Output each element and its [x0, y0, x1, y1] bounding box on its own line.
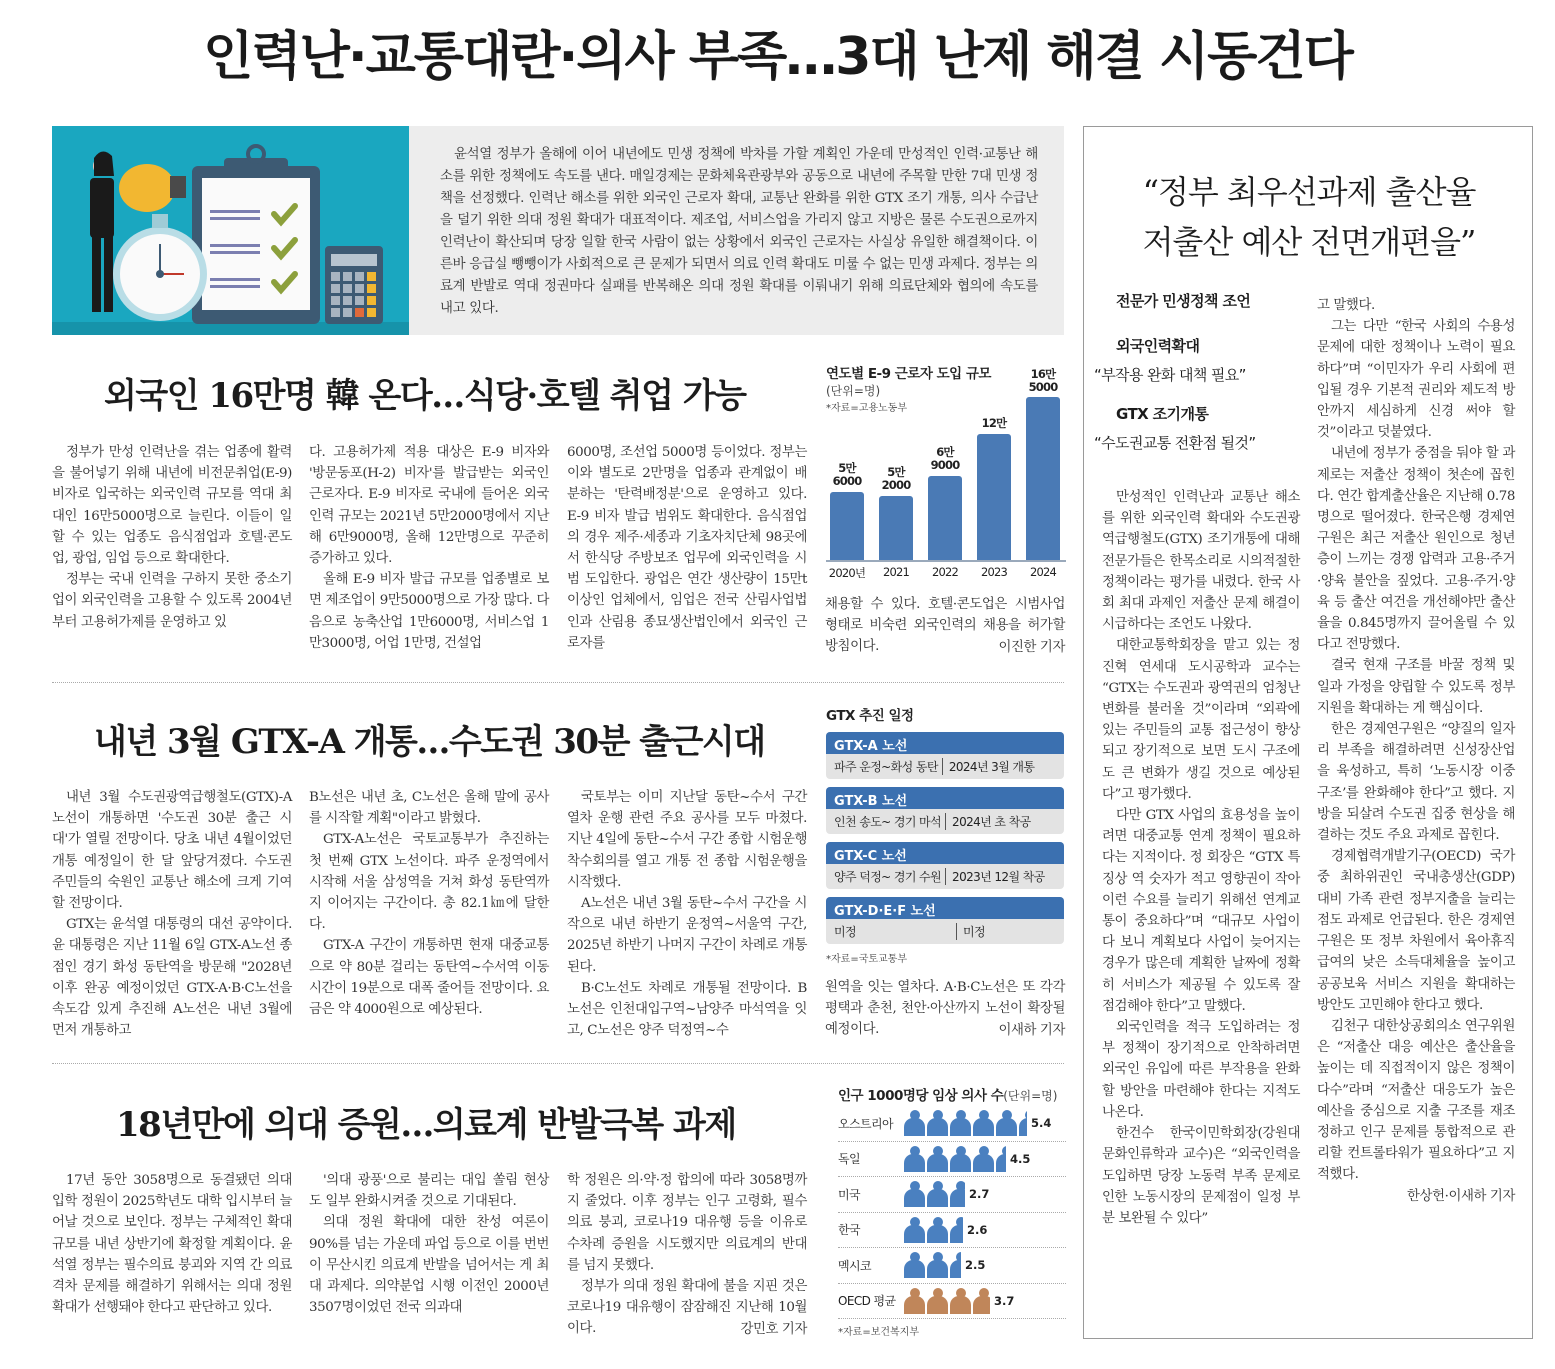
article1-col4 [825, 594, 1065, 658]
article2-col1 [52, 787, 292, 1041]
person-icon-partial [950, 1181, 965, 1207]
lead-illustration [52, 126, 409, 335]
chart-row-korea [838, 1213, 1066, 1249]
paragraph: 내년에 정부가 중점을 둬야 할 과제로는 저출산 정책이 첫손에 꼽힌다. 연간 합계출산율은 지난해 0.78명으로 떨어졌다. 한국은행 경제연구원은 최근 저출산 원인으로 청년층이 느끼는 경쟁 압력과 고용·주거·양육 불안을 짚었다. 고용·주거·양육 등 출산 여건을 개선해야만 출산율을 0.845명까지 끌어올릴 수 있다고 전망했다. [1317, 446, 1515, 653]
person-icon [904, 1217, 925, 1243]
paragraph: 학 정원은 의·약·정 합의에 따라 3058명까지 줄었다. 이후 정부는 인구 고령화, 필수의료 붕괴, 코로나19 대유행 등을 이유로 수차례 증원을 시도했지만 의료계의 반대를 넘지 못했다. [567, 1173, 807, 1273]
person-icon [950, 1288, 971, 1314]
person-icon-group [904, 1110, 1027, 1136]
chart-source: *자료=고용노동부 [826, 403, 907, 414]
person-icon-group [904, 1252, 961, 1278]
country-label: 오스트리아 [838, 1116, 893, 1131]
gtx-schedule-table [826, 704, 1064, 965]
paragraph: 정부가 만성 인력난을 겪는 업종에 활력을 불어넣기 위해 내년에 비전문취업(E-9) 비자로 입국하는 외국인력 규모를 역대 최대인 16만5000명으로 늘린다. 이들이 일할 수 있는 업종도 음식점업과 호텔·콘도업, 광업, 임업 등으로 확대한다. [52, 445, 292, 567]
person-icon [927, 1146, 948, 1172]
person-icon [927, 1217, 948, 1243]
person-icon-group [904, 1217, 963, 1243]
value-label: 2.5 [965, 1258, 986, 1273]
paragraph: '의대 광풍'으로 불리는 대입 쏠림 현상도 일부 완화시켜줄 것으로 기대된다. [309, 1173, 549, 1210]
chart-source: *자료=보건복지부 [838, 1327, 919, 1338]
bar-value-label: 16만 5000 [1028, 367, 1058, 394]
gtx-route: 미정 [834, 925, 856, 939]
person-icon-group [904, 1181, 965, 1207]
bar-2021 [879, 496, 913, 560]
paragraph: 채용할 수 있다. 호텔·콘도업은 시범사업 형태로 비숙련 외국인력의 채용을 허가할 방침이다. [825, 597, 1065, 655]
sidebar-col1 [1102, 487, 1300, 1229]
paragraph: 결국 현재 구조를 바꿀 정책 및 일과 가정을 양립할 수 있도록 정부 지원을 확대하는 게 핵심이다. [1317, 658, 1515, 716]
chart-title: 인구 1000명당 임상 의사 수 [838, 1088, 1004, 1104]
country-label: 멕시코 [838, 1258, 871, 1273]
paragraph: 고 말했다. [1317, 298, 1375, 313]
sidebar-box-heading: 전문가 민생정책 조언 [1116, 292, 1251, 310]
bar-value-label: 5만 6000 [832, 461, 862, 488]
sidebar-item-quote: “부작용 완화 대책 필요” [1094, 366, 1246, 384]
person-icon [927, 1181, 948, 1207]
person-icon-partial [996, 1146, 1006, 1172]
bar-value-label: 12만 [981, 416, 1007, 430]
article1-title: 외국인 16만명 韓 온다…식당·호텔 취업 가능 [104, 376, 746, 416]
article3-title: 18년만에 의대 증원…의료계 반발극복 과제 [116, 1105, 736, 1145]
country-label: 한국 [838, 1223, 860, 1238]
sidebar-item-heading: GTX 조기개통 [1116, 405, 1209, 423]
article1-col2 [309, 442, 549, 654]
chart-row-usa [838, 1177, 1066, 1213]
paragraph: 6000명, 조선업 5000명 등이었다. 정부는 이와 별도로 2만명을 업종과 관계없이 배분하는 '탄력배정분'으로 운영하고 있다. E-9 비자 발급 범위도 확대한다. 음식점업의 경우 제주·세종과 기초자치단체 98곳에서 한식당 주방보조 업무에 외국인력을 시범 도입한다. 광업은 연간 생산량이 15만t 이상인 업체에서, 임업은 전국 산림사업법인과 산림용 종묘생산법인에서 외국인 근로자를 [567, 445, 807, 651]
paragraph: 올해 E-9 비자 발급 규모를 업종별로 보면 제조업이 9만5000명으로 가장 많다. 다음으로 농축산업 1만6000명, 서비스업 1만3000명, 어업 1만명, 건설업 [309, 572, 549, 651]
lead-paragraph: 윤석열 정부가 올해에 이어 내년에도 민생 정책에 박차를 가할 계획인 가운데 만성적인 인력·교통난 해소를 위한 정책에도 속도를 낸다. 매일경제는 문화체육관광부와 공동으로 내년에 주목할 만한 7대 민생 정책을 선정했다. 인력난 해소를 위한 외국인 근로자 확대, 교통난 완화를 위한 GTX 조기 개통, 의사 수급난을 덜기 위한 의대 정원 확대가 대표적이다. 제조업, 서비스업을 가리지 않고 지방은 물론 수도권으로까지 인력난이 확산되며 당장 일할 한국 사람이 없는 상황에서 외국인 근로자는 사실상 유일한 해결책이다. 이른바 응급실 뺑뺑이가 사회적으로 큰 문제가 되면서 의료 인력 확대도 미룰 수 없는 민생 과제다. 정부는 의료계 반발로 역대 정권마다 실패를 반복해온 의대 정원 확대를 이뤄내기 위해 의료단체와 협의에 속도를 내고 있다. [440, 147, 1038, 316]
person-icon [904, 1181, 925, 1207]
paragraph: B노선은 내년 초, C노선은 올해 말에 공사를 시작할 계획"이라고 밝혔다. [309, 790, 549, 827]
x-tick-label: 2022 [931, 565, 959, 579]
value-label: 5.4 [1031, 1116, 1052, 1131]
person-icon [927, 1252, 948, 1278]
person-icon [904, 1288, 925, 1314]
bar-2023 [977, 434, 1011, 560]
paragraph: 정부는 국내 인력을 구하지 못한 중소기업이 외국인력을 고용할 수 있도록 2004년부터 고용허가제를 운영하고 있 [52, 572, 292, 630]
paragraph: 한은 경제연구원은 “양질의 일자리 부족을 해결하려면 신성장산업을 육성하고, 특히 ‘노동시장 이중구조’를 완화해야 한다”고 했다. 지방을 되살려 수도권 집중 현상을 해결하는 것도 주요 과제로 꼽힌다. [1317, 722, 1515, 844]
chart-row-oecd-average [838, 1284, 1066, 1320]
value-label: 2.6 [967, 1222, 988, 1237]
x-tick-label: 2020년 [828, 566, 866, 580]
chart-unit: (단위=명) [826, 384, 881, 398]
article2-col4 [825, 977, 1065, 1041]
value-label: 2.7 [969, 1187, 990, 1202]
person-icon [973, 1146, 994, 1172]
article3-byline: 강민호 기자 [740, 1321, 807, 1337]
person-icon [904, 1252, 925, 1278]
chart-row-mexico [838, 1248, 1066, 1284]
sidebar-col2 [1317, 295, 1515, 1207]
paragraph: 만성적인 인력난과 교통난 해소를 위한 외국인력 확대와 수도권광역급행철도(GTX) 조기개통에 대해 전문가들은 한목소리로 시의적절한 정책이라는 평가를 내렸다. 한국 사회 최대 과제인 저출산 문제 해결이 시급하다는 조언도 나왔다. [1102, 490, 1300, 633]
person-icon [927, 1110, 948, 1136]
bar-2020 [830, 492, 864, 560]
gtx-row [826, 787, 1064, 834]
person-icon-group [904, 1288, 990, 1314]
x-tick-label: 2024 [1029, 565, 1057, 579]
section-divider [52, 682, 1064, 683]
gtx-line-name: GTX-C 노선 [826, 842, 1064, 864]
person-icon [927, 1288, 948, 1314]
paragraph: 다. 고용허가제 적용 대상은 E-9 비자와 '방문동포(H-2) 비자'를 발급받는 외국인 근로자다. E-9 비자로 국내에 들어온 외국인력 규모는 2021년 5만2000명에서 지난해 6만9000명, 올해 12만명으로 꾸준히 증가하고 있다. [309, 445, 549, 567]
person-icon [950, 1146, 971, 1172]
paragraph: 내년 3월 수도권광역급행철도(GTX)-A노선이 개통하면 '수도권 30분 출근 시대'가 열릴 전망이다. 당초 내년 4월이었던 개통 예정일이 한 달 앞당겨졌다. 수도권 주민들의 숙원인 교통난 해소에 크게 기여할 전망이다. [52, 790, 292, 912]
bar-value-label: 6만 9000 [930, 445, 960, 472]
gtx-row [826, 897, 1064, 944]
person-icon-group [904, 1146, 1006, 1172]
x-tick-label: 2021 [882, 565, 910, 579]
gtx-row [826, 842, 1064, 889]
person-icon-partial [950, 1252, 961, 1278]
person-icon-partial [1019, 1110, 1027, 1136]
article1-col3 [567, 442, 807, 654]
lead-box [52, 126, 1064, 335]
gtx-route: 인천 송도~ 경기 마석 [834, 815, 942, 829]
paragraph: 한건수 한국이민학회장(강원대 문화인류학과 교수)은 “외국인력을 도입하면 당장 노동력 부족 문제로 인한 노동시장의 문제점이 일정 부분 보완될 수 있다” [1102, 1126, 1300, 1226]
gtx-route: 파주 운정~화성 동탄 [834, 760, 938, 774]
doctors-per-1000-chart [838, 1084, 1066, 1338]
paragraph: B·C노선도 차례로 개통될 전망이다. B노선은 인천대입구역~남양주 마석역을 잇고, C노선은 양주 덕정역~수 [567, 980, 807, 1039]
sidebar-item-quote: “수도권교통 전환점 될것” [1094, 434, 1256, 452]
gtx-line-name: GTX-B 노선 [826, 787, 1064, 809]
article2-title: 내년 3월 GTX-A 개통…수도권 30분 출근시대 [94, 722, 765, 762]
article2-byline: 이새하 기자 [998, 1022, 1065, 1038]
paragraph: 김천구 대한상공회의소 연구위원은 “저출산 대응 예산은 출산율을 높이는 데 직접적이지 않은 정책이 다수”라며 “저출산 대응도가 높은 예산을 중심으로 지출 구조를 재조정하고 인구 문제를 통합적으로 관리할 컨트롤타워가 필요하다”고 지적했다. [1317, 1018, 1515, 1183]
sidebar-summary-box [1094, 290, 1309, 453]
gtx-status: 미정 [956, 923, 985, 940]
person-icon [904, 1110, 925, 1136]
article2-col2 [309, 787, 549, 1020]
person-icon [973, 1110, 994, 1136]
paragraph: GTX-A 구간이 개통하면 현재 대중교통으로 약 80분 걸리는 동탄역~수서역 이동시간이 19분으로 대폭 줄어들 전망이다. 요금은 약 4000원으로 예상된다. [309, 938, 549, 1018]
bar-2024 [1026, 397, 1060, 560]
person-icon [996, 1110, 1017, 1136]
paragraph: 그는 다만 “한국 사회의 수용성 문제에 대한 정책이나 노력이 필요하다”며 “이민자가 우리 사회에 편입될 경우 기본적 권리와 제도적 방안까지 세심하게 신경 써야 할 것”이라고 덧붙였다. [1317, 319, 1515, 441]
paragraph: 17년 동안 3058명으로 동결됐던 의대 입학 정원이 2025학년도 대학 입시부터 늘어날 것으로 보인다. 정부는 구체적인 확대 규모를 내년 상반기에 확정할 계획이다. 윤석열 정부는 필수의료 붕괴와 지역 간 의료 격차 문제를 해결하기 위해서는 의대 정원 확대가 선행돼야 한다고 판단하고 있다. [52, 1173, 292, 1316]
gtx-status: 2024년 초 착공 [945, 813, 1031, 830]
country-label: 독일 [838, 1152, 860, 1167]
person-icon-partial [973, 1288, 990, 1314]
country-label: OECD 평균 [838, 1294, 896, 1309]
gtx-status: 2024년 3월 개통 [942, 758, 1035, 775]
paragraph: 의대 정원 확대에 대한 찬성 여론이 90%를 넘는 가운데 파업 등으로 이를 번번이 무산시킨 의료계 반발을 넘어서는 게 최대 과제다. 의약분업 시행 이전인 2000년 3507명이었던 전국 의과대 [309, 1215, 549, 1316]
paragraph: 외국인력을 적극 도입하려는 정부 정책이 장기적으로 안착하려면 외국인 유입에 따른 부작용을 완화할 방안을 마련해야 한다는 지적도 나온다. [1102, 1020, 1300, 1120]
chart-title: 연도별 E-9 근로자 도입 규모 [826, 366, 991, 382]
person-icon-partial [950, 1217, 963, 1243]
gtx-line-name: GTX-A 노선 [826, 732, 1064, 754]
paragraph: GTX-A노선은 국토교통부가 추진하는 첫 번째 GTX 노선이다. 파주 운정역에서 시작해 서울 삼성역을 거쳐 화성 동탄역까지 이어지는 구간이다. 총 82.1㎞에 달한다. [309, 832, 549, 933]
article1-byline: 이진한 기자 [998, 639, 1065, 655]
value-label: 4.5 [1010, 1151, 1031, 1166]
gtx-line-name: GTX-D·E·F 노선 [826, 897, 1064, 919]
business-illustration-icon [52, 126, 409, 335]
gtx-row [826, 732, 1064, 779]
chart-row-austria [838, 1106, 1066, 1142]
paragraph: 대한교통학회장을 맡고 있는 정진혁 연세대 도시공학과 교수는 “GTX는 수도권과 광역권의 엄청난 변화를 불러올 것”이라며 “외곽에 있는 주민들의 교통 접근성이 향상되고 장기적으로 보면 도시 구조에도 큰 변화가 생길 것으로 예상된다”고 평가했다. [1102, 638, 1300, 802]
section-divider [52, 1063, 1064, 1064]
paragraph: 다만 GTX 사업의 효용성을 높이려면 대중교통 연계 정책이 필요하다는 지적이다. 정 회장은 “GTX 특징상 역 숫자가 적고 영향권이 작아 이런 수요를 늘리기 위해선 연계교통이 중요하다”며 “대규모 사업이다 보니 계획보다 사업이 늦어지는 경우가 많은데 계획한 날짜에 정확히 서비스가 제공될 수 있도록 잘 점검해야 한다”고 말했다. [1102, 808, 1300, 1014]
country-label: 미국 [838, 1187, 860, 1202]
paragraph: 경제협력개발기구(OECD) 국가 중 최하위권인 국내총생산(GDP) 대비 가족 관련 정부지출을 늘리는 점도 과제로 언급된다. 한은 경제연구원은 또 정부 차원에서 육아휴직급여의 낮은 소득대체율을 높이고 공공보육 서비스 지원을 확대하는 방안도 고민해야 한다고 했다. [1317, 849, 1515, 1013]
article1-col1 [52, 442, 292, 633]
article3-col2 [309, 1170, 549, 1318]
gtx-table-title: GTX 추진 일정 [826, 708, 914, 724]
bar-value-label: 5만 2000 [881, 465, 911, 492]
x-tick-label: 2023 [980, 565, 1008, 579]
person-icon [950, 1110, 971, 1136]
main-headline: 인력난·교통대란·의사 부족…3대 난제 해결 시동건다 [203, 27, 1352, 87]
paragraph: 국토부는 이미 지난달 동탄~수서 구간 열차 운행 관련 주요 공사를 모두 마쳤다. 지난 4일에 동탄~수서 구간 종합 시험운행착수회의를 열고 개통 전 종합 시험운행을 시작했다. [567, 790, 807, 890]
sidebar-item-heading: 외국인력확대 [1116, 337, 1200, 355]
expert-advice-sidebar [1083, 126, 1533, 1339]
e9-workers-chart [826, 362, 1066, 580]
value-label: 3.7 [994, 1293, 1015, 1308]
article2-col3 [567, 787, 807, 1041]
chart-unit: (단위=명) [1003, 1089, 1058, 1103]
paragraph: GTX는 윤석열 대통령의 대선 공약이다. 윤 대통령은 지난 11월 6일 GTX-A노선 종점인 경기 화성 동탄역을 방문해 "2028년 이후 완공 예정이었던 GTX-A·B·C노선을 속도감 있게 추진해 A노선은 내년 3월에 먼저 개통하고 [52, 917, 292, 1039]
person-icon [904, 1146, 925, 1172]
gtx-status: 2023년 12월 착공 [945, 868, 1045, 885]
chart-row-germany [838, 1142, 1066, 1178]
gtx-source: *자료=국토교통부 [826, 954, 907, 965]
article3-col3 [567, 1170, 807, 1340]
bar-2022 [928, 476, 962, 560]
sidebar-title: “정부 최우선과제 출산율 저출산 예산 전면개편을” [1142, 173, 1476, 261]
article3-col1 [52, 1170, 292, 1318]
sidebar-byline: 한상헌·이새하 기자 [1407, 1188, 1515, 1204]
paragraph: A노선은 내년 3월 동탄~수서 구간을 시작으로 내년 하반기 운정역~서울역 구간, 2025년 하반기 나머지 구간이 차례로 개통된다. [567, 896, 807, 975]
paragraph: 정부가 의대 정원 확대에 불을 지핀 것은 코로나19 대유행이 잠잠해진 지난해 10월이다. [567, 1279, 807, 1337]
gtx-route: 양주 덕정~ 경기 수원 [834, 870, 942, 884]
paragraph: 원역을 잇는 열차다. A·B·C노선은 또 각각 평택과 춘천, 천안·아산까지 노선이 확장될 예정이다. [825, 980, 1065, 1038]
